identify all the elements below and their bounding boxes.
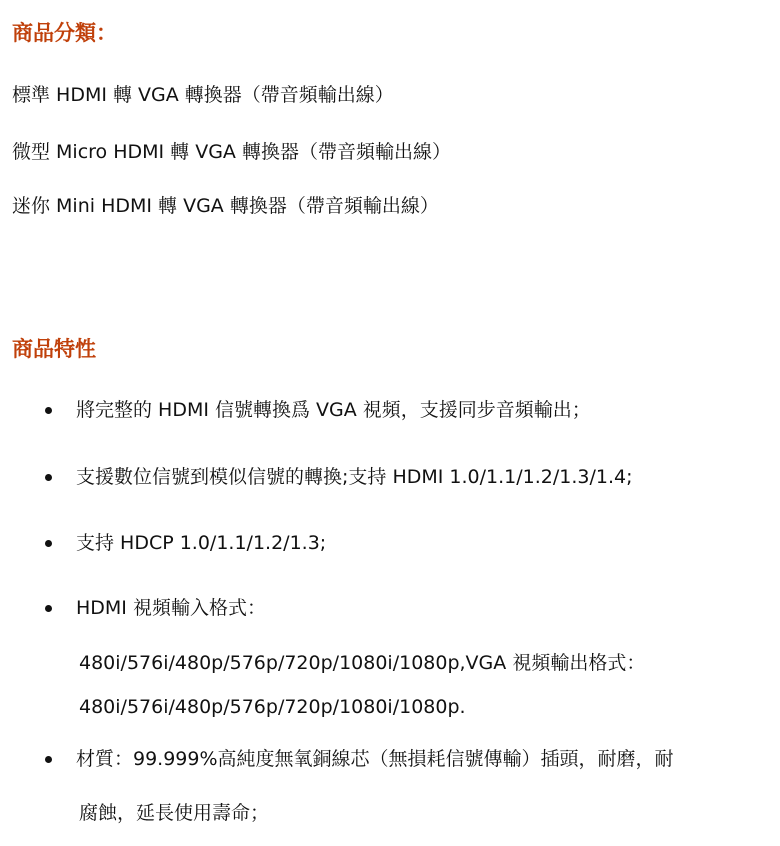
bullet-icon	[45, 756, 52, 763]
feature-text: 材質：99.999%高純度無氧銅線芯（無損耗信號傳輸）插頭，耐磨，耐	[76, 748, 674, 770]
bullet-icon	[45, 605, 52, 612]
material-continuation: 腐蝕，延長使用壽命；	[79, 802, 270, 824]
feature-text: HDMI 視頻輸入格式：	[76, 597, 266, 619]
category-item-standard: 標準 HDMI 轉 VGA 轉換器（帶音頻輸出線）	[12, 84, 394, 106]
bullet-icon	[45, 407, 52, 414]
feature-text: 支援數位信號到模似信號的轉換;支持 HDMI 1.0/1.1/1.2/1.3/1.4;	[76, 466, 633, 488]
category-heading: 商品分類：	[12, 21, 117, 45]
feature-text: 將完整的 HDMI 信號轉換爲 VGA 視頻，支援同步音頻輸出；	[76, 399, 591, 421]
category-item-mini: 迷你 Mini HDMI 轉 VGA 轉換器（帶音頻輸出線）	[12, 195, 439, 217]
feature-text: 支持 HDCP 1.0/1.1/1.2/1.3;	[76, 532, 327, 554]
output-formats-line: 480i/576i/480p/576p/720p/1080i/1080p.	[79, 696, 466, 718]
category-item-micro: 微型 Micro HDMI 轉 VGA 轉換器（帶音頻輸出線）	[12, 141, 451, 163]
input-formats-line: 480i/576i/480p/576p/720p/1080i/1080p,VGA 視頻輸出格式：	[79, 652, 646, 674]
bullet-icon	[45, 540, 52, 547]
features-heading: 商品特性	[12, 337, 96, 361]
bullet-icon	[45, 474, 52, 481]
